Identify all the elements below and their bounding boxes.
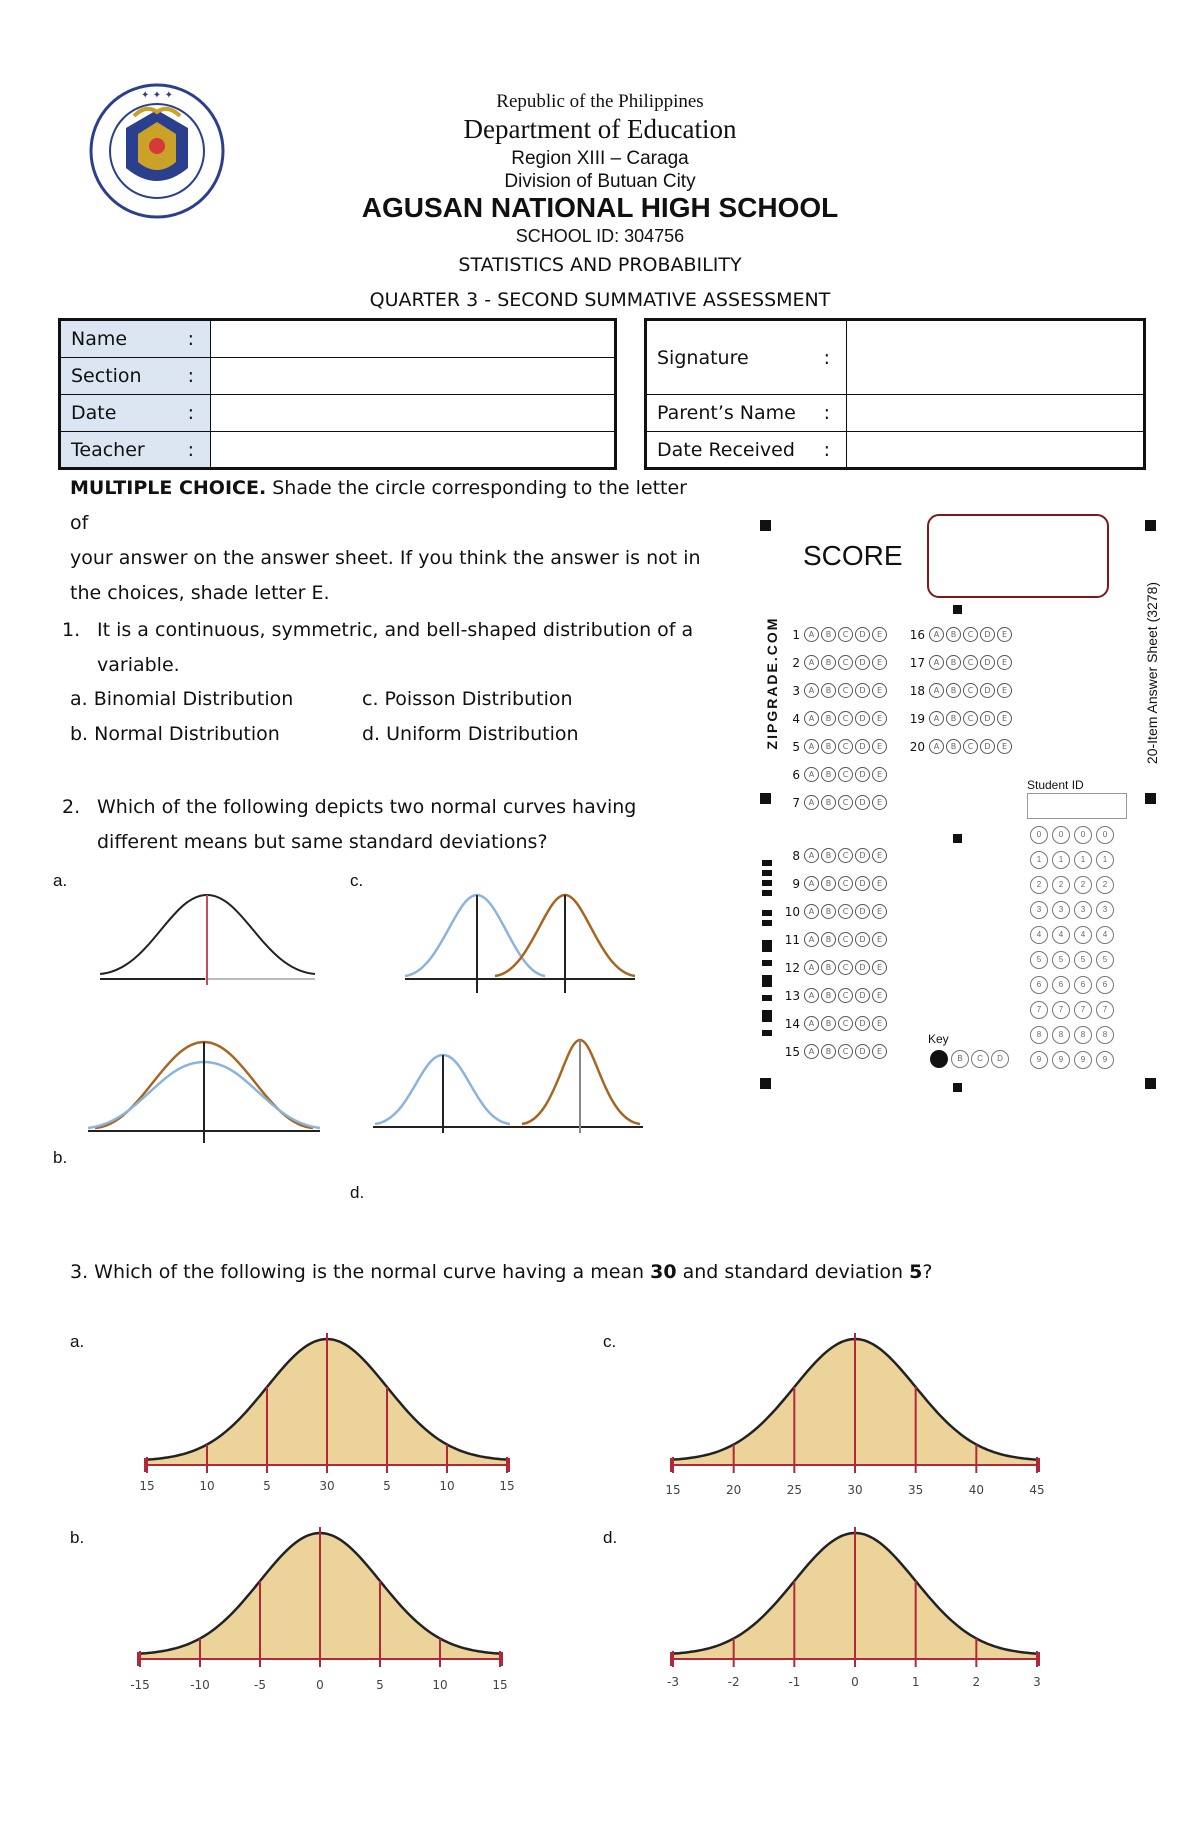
answer-bubble[interactable]: D	[855, 932, 870, 947]
tick-label: -5	[254, 1678, 266, 1692]
student-id-bubble[interactable]: 8	[1052, 1026, 1070, 1044]
item-number: 12	[784, 960, 800, 975]
student-id-bubble[interactable]: 7	[1074, 1001, 1092, 1019]
answer-bubble[interactable]: E	[997, 655, 1012, 670]
item-number: 19	[909, 711, 925, 726]
center-mark	[953, 834, 962, 843]
answer-bubble[interactable]: D	[855, 960, 870, 975]
q1-option-b[interactable]: b. Normal Distribution	[70, 723, 280, 745]
corner-mark	[1145, 793, 1156, 804]
student-id-bubble[interactable]: 7	[1052, 1001, 1070, 1019]
answer-bubble[interactable]: B	[946, 683, 961, 698]
item-number: 5	[792, 739, 800, 754]
assessment-title: QUARTER 3 - SECOND SUMMATIVE ASSESSMENT	[369, 289, 831, 311]
answer-bubble[interactable]: C	[838, 988, 853, 1003]
tick-label: 25	[786, 1483, 802, 1497]
answer-bubble[interactable]: D	[855, 683, 870, 698]
q2-label-b[interactable]: b.	[53, 1148, 68, 1167]
student-id-bubble[interactable]: 2	[1074, 876, 1092, 894]
answer-bubble[interactable]: D	[855, 848, 870, 863]
answer-sheet	[750, 510, 1170, 1095]
q3-figure-a	[139, 1333, 514, 1493]
student-id-bubble[interactable]: 2	[1030, 876, 1048, 894]
item-number: 15	[784, 1044, 800, 1059]
answer-bubble[interactable]: B	[946, 627, 961, 642]
question-1: 1. It is a continuous, symmetric, and bell-shaped distribution of a variable.	[62, 619, 694, 676]
answer-bubble[interactable]: A	[929, 655, 944, 670]
answer-item-row	[780, 988, 889, 1003]
answer-bubble[interactable]: A	[804, 1044, 819, 1059]
corner-mark	[760, 793, 771, 804]
item-number: 3	[792, 683, 800, 698]
answer-bubble[interactable]: B	[821, 904, 836, 919]
answer-bubble[interactable]: D	[855, 876, 870, 891]
answer-bubble[interactable]: D	[855, 739, 870, 754]
answer-bubble[interactable]: C	[838, 904, 853, 919]
corner-mark	[760, 1078, 771, 1089]
tick-label: 30	[319, 1479, 335, 1493]
student-id-write-boxes	[1027, 793, 1127, 819]
q3-label-c[interactable]: c.	[603, 1332, 617, 1351]
score-box	[927, 514, 1109, 598]
answer-item-row	[780, 848, 889, 863]
center-mark	[953, 1083, 962, 1092]
date-label: Date :	[61, 395, 211, 431]
q3-figure-b	[130, 1527, 507, 1692]
answer-bubble[interactable]: A	[804, 711, 819, 726]
answer-bubble[interactable]: B	[821, 627, 836, 642]
student-id-bubble[interactable]: 3	[1030, 901, 1048, 919]
answer-bubble[interactable]: C	[838, 876, 853, 891]
item-number: 4	[792, 711, 800, 726]
item-number: 14	[784, 1016, 800, 1031]
tick-label: 5	[383, 1479, 391, 1493]
answer-item-row	[780, 1044, 889, 1059]
answer-bubble[interactable]: B	[821, 795, 836, 810]
answer-bubble[interactable]: E	[872, 876, 887, 891]
answer-bubble[interactable]: B	[821, 932, 836, 947]
signature-label: Signature :	[647, 321, 847, 394]
item-number: 13	[784, 988, 800, 1003]
q1-option-d[interactable]: d. Uniform Distribution	[362, 723, 579, 745]
student-id-bubble[interactable]: 1	[1074, 851, 1092, 869]
answer-item-row	[905, 711, 1014, 726]
answer-item-row	[905, 683, 1014, 698]
tick-label: 45	[1029, 1483, 1045, 1497]
question-2: 2. Which of the following depicts two normal curves having different means but same standard deviations?	[62, 796, 637, 853]
answer-item-row	[905, 739, 1014, 754]
center-mark	[953, 605, 962, 614]
department-line: Department of Education	[463, 114, 737, 144]
name-label: Name :	[61, 321, 211, 357]
parent-name-label: Parent’s Name :	[647, 395, 847, 431]
q3-figure-d	[667, 1527, 1041, 1689]
student-id-bubble[interactable]: 1	[1096, 851, 1114, 869]
svg-text:✦ ✦ ✦: ✦ ✦ ✦	[140, 90, 174, 101]
instructions: MULTIPLE CHOICE. Shade the circle corresponding to the letter of your answer on the answer sheet. If you think the answer is not in the choices, shade letter E.	[70, 477, 701, 604]
student-id-bubble[interactable]: 0	[1074, 826, 1092, 844]
corner-mark	[1145, 520, 1156, 531]
answer-bubble[interactable]: C	[963, 683, 978, 698]
answer-bubble[interactable]: E	[872, 1044, 887, 1059]
answer-bubble[interactable]: E	[872, 767, 887, 782]
answer-bubble[interactable]: C	[838, 627, 853, 642]
answer-bubble[interactable]: D	[855, 767, 870, 782]
answer-bubble[interactable]: E	[872, 739, 887, 754]
student-id-bubble[interactable]: 4	[1074, 926, 1092, 944]
q1-option-a[interactable]: a. Binomial Distribution	[70, 688, 294, 710]
q3-label-d[interactable]: d.	[603, 1528, 618, 1547]
tick-label: 15	[665, 1483, 681, 1497]
answer-bubble[interactable]: A	[804, 655, 819, 670]
student-id-bubble[interactable]: 9	[1030, 1051, 1048, 1069]
item-number: 10	[784, 904, 800, 919]
answer-bubble[interactable]: C	[963, 711, 978, 726]
item-number: 17	[909, 655, 925, 670]
answer-bubble[interactable]: B	[821, 767, 836, 782]
student-id-bubble[interactable]: 0	[1052, 826, 1070, 844]
question-3: 3. Which of the following is the normal curve having a mean 30 and standard deviation 5?	[70, 1261, 933, 1283]
answer-bubble[interactable]: D	[980, 683, 995, 698]
item-number: 20	[909, 739, 925, 754]
answer-item-row	[780, 904, 889, 919]
item-number: 2	[792, 655, 800, 670]
item-number: 11	[784, 932, 800, 947]
item-number: 6	[792, 767, 800, 782]
student-id-bubble[interactable]: 0	[1096, 826, 1114, 844]
tick-label: -10	[190, 1678, 210, 1692]
tick-label: 10	[432, 1678, 448, 1692]
answer-bubble[interactable]: C	[838, 683, 853, 698]
student-id-bubble[interactable]: 3	[1074, 901, 1092, 919]
tick-label: 1	[911, 1675, 920, 1689]
item-number: 7	[792, 795, 800, 810]
school-name: AGUSAN NATIONAL HIGH SCHOOL	[361, 192, 839, 223]
student-id-bubble[interactable]: 6	[1030, 976, 1048, 994]
answer-item-row	[780, 739, 889, 754]
student-id-bubble[interactable]: 3	[1096, 901, 1114, 919]
q3-label-b[interactable]: b.	[70, 1528, 85, 1547]
answer-bubble[interactable]: A	[804, 932, 819, 947]
answer-bubble[interactable]: C	[838, 848, 853, 863]
answer-bubble[interactable]: C	[838, 711, 853, 726]
student-id-bubble[interactable]: 5	[1096, 951, 1114, 969]
student-id-bubble[interactable]: 0	[1030, 826, 1048, 844]
answer-bubble[interactable]: C	[963, 627, 978, 642]
school-id: SCHOOL ID: 304756	[515, 226, 685, 246]
student-id-bubble[interactable]: 2	[1052, 876, 1070, 894]
tick-label: 20	[726, 1483, 742, 1497]
answer-bubble[interactable]: B	[821, 960, 836, 975]
answer-item-row	[780, 795, 889, 810]
answer-bubble[interactable]: A	[804, 627, 819, 642]
answer-bubble[interactable]: E	[872, 711, 887, 726]
student-id-bubble[interactable]: 8	[1096, 1026, 1114, 1044]
answer-bubble[interactable]: B	[821, 988, 836, 1003]
tick-label: -1	[788, 1675, 801, 1689]
answer-bubble[interactable]: B	[946, 739, 961, 754]
answer-bubble[interactable]: B	[821, 739, 836, 754]
answer-bubble[interactable]: C	[838, 795, 853, 810]
answer-bubble[interactable]: D	[855, 655, 870, 670]
student-id-bubble[interactable]: 4	[1096, 926, 1114, 944]
student-id-bubble[interactable]: 5	[1030, 951, 1048, 969]
tick-label: 5	[376, 1678, 384, 1692]
tick-label: 15	[492, 1678, 508, 1692]
tick-label: 2	[972, 1675, 981, 1689]
teacher-label: Teacher :	[61, 432, 211, 467]
tick-label: 3	[1033, 1675, 1041, 1689]
answer-bubble[interactable]: C	[838, 960, 853, 975]
item-number: 1	[792, 627, 800, 642]
student-id-bubble[interactable]: 3	[1052, 901, 1070, 919]
republic-line: Republic of the Philippines	[496, 91, 704, 112]
student-id-bubble[interactable]: 4	[1030, 926, 1048, 944]
answer-bubble[interactable]: E	[872, 932, 887, 947]
answer-bubble[interactable]: D	[855, 795, 870, 810]
student-id-bubble[interactable]: 5	[1074, 951, 1092, 969]
answer-item-row	[780, 683, 889, 698]
answer-bubble[interactable]: D	[855, 904, 870, 919]
section-label: Section :	[61, 358, 211, 394]
student-id-bubble[interactable]: 7	[1030, 1001, 1048, 1019]
answer-bubble[interactable]: D	[855, 1016, 870, 1031]
answer-bubble[interactable]: B	[821, 1016, 836, 1031]
answer-item-row	[780, 960, 889, 975]
answer-bubble[interactable]: A	[929, 711, 944, 726]
answer-bubble[interactable]: C	[838, 932, 853, 947]
answer-bubble[interactable]: A	[804, 876, 819, 891]
student-id-bubble[interactable]: 1	[1052, 851, 1070, 869]
answer-bubble[interactable]: D	[980, 711, 995, 726]
tick-label: 10	[199, 1479, 215, 1493]
student-id-bubble[interactable]: 6	[1052, 976, 1070, 994]
student-id-bubble[interactable]: 8	[1030, 1026, 1048, 1044]
answer-bubble[interactable]: D	[855, 627, 870, 642]
tick-label: 5	[263, 1479, 271, 1493]
key-bubble: B	[951, 1050, 969, 1068]
answer-item-row	[780, 767, 889, 782]
answer-bubble[interactable]: C	[963, 655, 978, 670]
student-id-label: Student ID	[1027, 778, 1084, 792]
answer-bubble[interactable]: A	[804, 683, 819, 698]
answer-item-row	[780, 1016, 889, 1031]
answer-bubble[interactable]: E	[872, 795, 887, 810]
sheet-title: 20-Item Answer Sheet (3278)	[1144, 581, 1160, 765]
score-label: SCORE	[803, 540, 903, 571]
tick-label: 35	[908, 1483, 924, 1497]
answer-bubble[interactable]: E	[997, 711, 1012, 726]
answer-bubble[interactable]: C	[838, 655, 853, 670]
answer-item-row	[780, 627, 889, 642]
tick-label: 30	[847, 1483, 863, 1497]
tick-label: -15	[130, 1678, 150, 1692]
key-label: Key	[928, 1032, 949, 1046]
answer-item-row	[780, 876, 889, 891]
key-filled-bubble	[930, 1050, 948, 1068]
tick-label: 10	[439, 1479, 455, 1493]
answer-bubble[interactable]: B	[821, 876, 836, 891]
answer-bubble[interactable]: A	[804, 1016, 819, 1031]
answer-bubble[interactable]: A	[804, 988, 819, 1003]
student-id-bubble[interactable]: 5	[1052, 951, 1070, 969]
answer-bubble[interactable]: C	[838, 767, 853, 782]
answer-bubble[interactable]: C	[963, 739, 978, 754]
q2-label-d[interactable]: d.	[350, 1183, 365, 1202]
answer-bubble[interactable]: A	[804, 767, 819, 782]
answer-bubble[interactable]: E	[872, 683, 887, 698]
answer-bubble[interactable]: B	[946, 711, 961, 726]
answer-item-row	[905, 655, 1014, 670]
tick-label: 15	[499, 1479, 515, 1493]
key-bubble: D	[991, 1050, 1009, 1068]
answer-bubble[interactable]: C	[838, 1044, 853, 1059]
answer-bubble[interactable]: B	[821, 1044, 836, 1059]
student-id-bubble[interactable]: 1	[1030, 851, 1048, 869]
answer-bubble[interactable]: E	[997, 683, 1012, 698]
answer-bubble[interactable]: E	[872, 848, 887, 863]
key-bubble: C	[971, 1050, 989, 1068]
zipgrade-brand: ZIPGRADE.COM	[764, 616, 780, 750]
answer-bubble[interactable]: E	[872, 1016, 887, 1031]
student-id-bubble[interactable]: 6	[1074, 976, 1092, 994]
student-id-bubble[interactable]: 7	[1096, 1001, 1114, 1019]
answer-bubble[interactable]: A	[804, 848, 819, 863]
answer-bubble[interactable]: B	[821, 683, 836, 698]
answer-bubble[interactable]: D	[980, 627, 995, 642]
q2-label-a[interactable]: a.	[53, 871, 68, 890]
answer-bubble[interactable]: E	[872, 988, 887, 1003]
answer-bubble[interactable]: C	[838, 739, 853, 754]
answer-item-row	[780, 655, 889, 670]
answer-bubble[interactable]: A	[804, 795, 819, 810]
student-id-bubble[interactable]: 4	[1052, 926, 1070, 944]
answer-bubble[interactable]: E	[872, 960, 887, 975]
answer-item-row	[905, 627, 1014, 642]
answer-bubble[interactable]: B	[821, 711, 836, 726]
answer-bubble[interactable]: D	[855, 988, 870, 1003]
answer-bubble[interactable]: A	[929, 683, 944, 698]
subject-title: STATISTICS AND PROBABILITY	[458, 254, 742, 276]
q1-option-c[interactable]: c. Poisson Distribution	[362, 688, 573, 710]
answer-bubble[interactable]: B	[821, 655, 836, 670]
student-id-bubble[interactable]: 9	[1052, 1051, 1070, 1069]
student-id-bubble[interactable]: 2	[1096, 876, 1114, 894]
student-id-bubble[interactable]: 6	[1096, 976, 1114, 994]
item-number: 9	[792, 876, 800, 891]
answer-bubble[interactable]: E	[997, 739, 1012, 754]
student-id-bubble[interactable]: 8	[1074, 1026, 1092, 1044]
q3-label-a[interactable]: a.	[70, 1332, 85, 1351]
tick-label: -3	[667, 1675, 679, 1689]
answer-item-row	[780, 711, 889, 726]
student-id-bubble[interactable]: 9	[1074, 1051, 1092, 1069]
tick-label: 0	[851, 1675, 859, 1689]
timing-bars	[762, 860, 772, 1040]
item-number: 8	[792, 848, 800, 863]
region-line: Region XIII – Caraga	[511, 148, 689, 169]
answer-item-row	[780, 932, 889, 947]
answer-bubble[interactable]: A	[804, 904, 819, 919]
answer-bubble[interactable]: E	[872, 904, 887, 919]
answer-bubble[interactable]: D	[855, 1044, 870, 1059]
student-id-bubble[interactable]: 9	[1096, 1051, 1114, 1069]
q2-label-c[interactable]: c.	[350, 871, 364, 890]
tick-label: 15	[139, 1479, 155, 1493]
corner-mark	[760, 520, 771, 531]
answer-bubble[interactable]: E	[872, 627, 887, 642]
corner-mark	[1145, 1078, 1156, 1089]
answer-bubble[interactable]: D	[855, 711, 870, 726]
tick-label: 40	[968, 1483, 984, 1497]
answer-bubble[interactable]: D	[980, 655, 995, 670]
tick-label: -2	[727, 1675, 740, 1689]
division-line: Division of Butuan City	[504, 171, 696, 192]
item-number: 18	[909, 683, 925, 698]
tick-label: 0	[316, 1678, 324, 1692]
answer-bubble[interactable]: E	[997, 627, 1012, 642]
answer-bubble[interactable]: A	[929, 739, 944, 754]
answer-bubble[interactable]: A	[804, 960, 819, 975]
answer-bubble[interactable]: B	[946, 655, 961, 670]
answer-bubble[interactable]: D	[980, 739, 995, 754]
answer-bubble[interactable]: C	[838, 1016, 853, 1031]
answer-bubble[interactable]: A	[929, 627, 944, 642]
answer-bubble[interactable]: E	[872, 655, 887, 670]
q3-figure-c	[665, 1333, 1044, 1497]
item-number: 16	[909, 627, 925, 642]
date-received-label: Date Received :	[647, 432, 847, 467]
answer-bubble[interactable]: B	[821, 848, 836, 863]
answer-bubble[interactable]: A	[804, 739, 819, 754]
